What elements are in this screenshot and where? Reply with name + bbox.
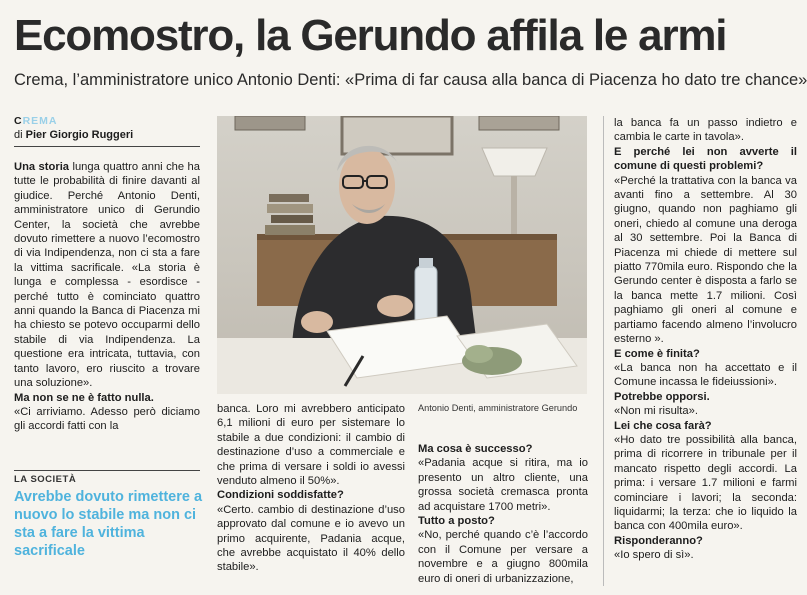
section-rule [14, 470, 200, 471]
answer: «No, perché quando c’è l’accordo con il Comune per versare a novembre e a giugno 800mila euro di oneri di urbanizzazione, [418, 529, 588, 585]
answer: «Ci arriviamo. Adesso però diciamo gli accordi fatti con la [14, 405, 200, 433]
answer: «Io spero di sì». [614, 549, 694, 562]
headline: Ecomostro, la Gerundo affila le armi [14, 11, 727, 60]
question: Risponderanno? [614, 534, 703, 547]
answer: «Certo. cambio di destinazione d’uso approvato dal comune e io avevo un primo acquirente, Padania acque, che avrebbe acquistato il 40% dello stabile». [217, 503, 405, 574]
byline-author: Pier Giorgio Ruggeri [25, 129, 134, 141]
question: Potrebbe opporsi. [614, 390, 710, 403]
column-2 [217, 402, 405, 575]
photo-antonio-denti [217, 116, 587, 394]
question: Tutto a posto? [418, 515, 495, 528]
section-label: LA SOCIETÀ [14, 474, 77, 485]
answer: «La banca non ha accettato e il Comune incassa le fideiussioni». [614, 361, 797, 389]
col1-paragraph [14, 160, 200, 391]
question: Ma cosa è successo? [418, 443, 533, 455]
question: E come è finita? [614, 347, 700, 360]
column-3 [418, 442, 588, 586]
byline [14, 129, 133, 141]
kicker-initial: C [14, 115, 23, 127]
byline-prefix: di [14, 129, 26, 141]
kicker-rest: REMA [22, 115, 58, 127]
col4-body: la banca fa un passo indietro e cambia le carte in tavola». [614, 117, 797, 144]
pullquote: Avrebbe dovuto rimettere a nuovo lo stabile ma non ci sta a fare la vittima sacrificale [14, 489, 203, 559]
subheadline: Crema, l’amministratore unico Antonio Denti: «Prima di far causa alla banca di Piacenza ho dato tre chance» [14, 71, 807, 89]
lead-in: Una storia [14, 161, 70, 173]
byline-rule [14, 146, 200, 147]
photo-caption: Antonio Denti, amministratore Gerundo [418, 403, 578, 413]
question: Ma non se ne è fatto nulla. [14, 391, 154, 404]
column-divider [603, 116, 604, 586]
column-4 [614, 116, 797, 563]
answer: «Padania acque si ritira, ma io presento un altro cliente, una grossa società cremasca pronta ad acquistare 1700 metri». [418, 457, 588, 513]
kicker [14, 115, 58, 127]
question: E perché lei non avverte il comune di questi problemi? [614, 145, 797, 173]
column-1 [14, 160, 200, 434]
answer: «Perché la trattativa con la banca va avanti fino a settembre. Al 30 giugno, quando non paghiamo gli oneri, chiedo al comune una deroga al 30 settembre. Poi la Banca di Piacenza mi chiede di mettere sul piatto 770mila euro. Rispondo che la Gerundo center è disposta a farlo se la banca mette 1.7 milioni. Così paghiamo gli oneri al comune e partiamo facendo almeno l’involucro esterno ». [614, 174, 797, 346]
answer: «Non mi risulta». [614, 405, 698, 418]
question: Lei che cosa farà? [614, 419, 712, 432]
col1-body: lunga quattro anni che ha tutte le probabilità di finire davanti al giudice. Perché Antonio Denti, amministratore unico di Gerundio Center, la società che avrebbe dovuto rimettere a nuovo l’ecomostro di via Indipendenza, non ci sta a fare la vittima sacrificale. «La storia è lunga e complessa - esordisce - perché tutto è cominciato quattro anni quando la Banca di Piacenza mi ha chiesto se potevo occuparmi dello stabile di via Indipendenza. La questione era intricata, tuttavia, con tanto lavoro, ero riuscito a trovare una soluzione». [14, 161, 200, 390]
question: Condizioni soddisfatte? [217, 489, 344, 502]
col2-body: banca. Loro mi avrebbero anticipato 6,1 milioni di euro per sistemare lo stabile a due condizioni: il cambio di destinazione d’uso a commerciale e che prima di versare i soldi io avessi venduto almeno il 50%». [217, 403, 405, 488]
photo-illustration [217, 116, 587, 394]
answer: «Ho dato tre possibilità alla banca, prima di ricorrere in tribunale per il mancato rispetto degli accordi. La prima: i versare 1.7 milioni e farmi cominciare i lavori; la seconda: liquidarmi; la terza: che io liquido la banca con 400mila euro». [614, 433, 797, 533]
